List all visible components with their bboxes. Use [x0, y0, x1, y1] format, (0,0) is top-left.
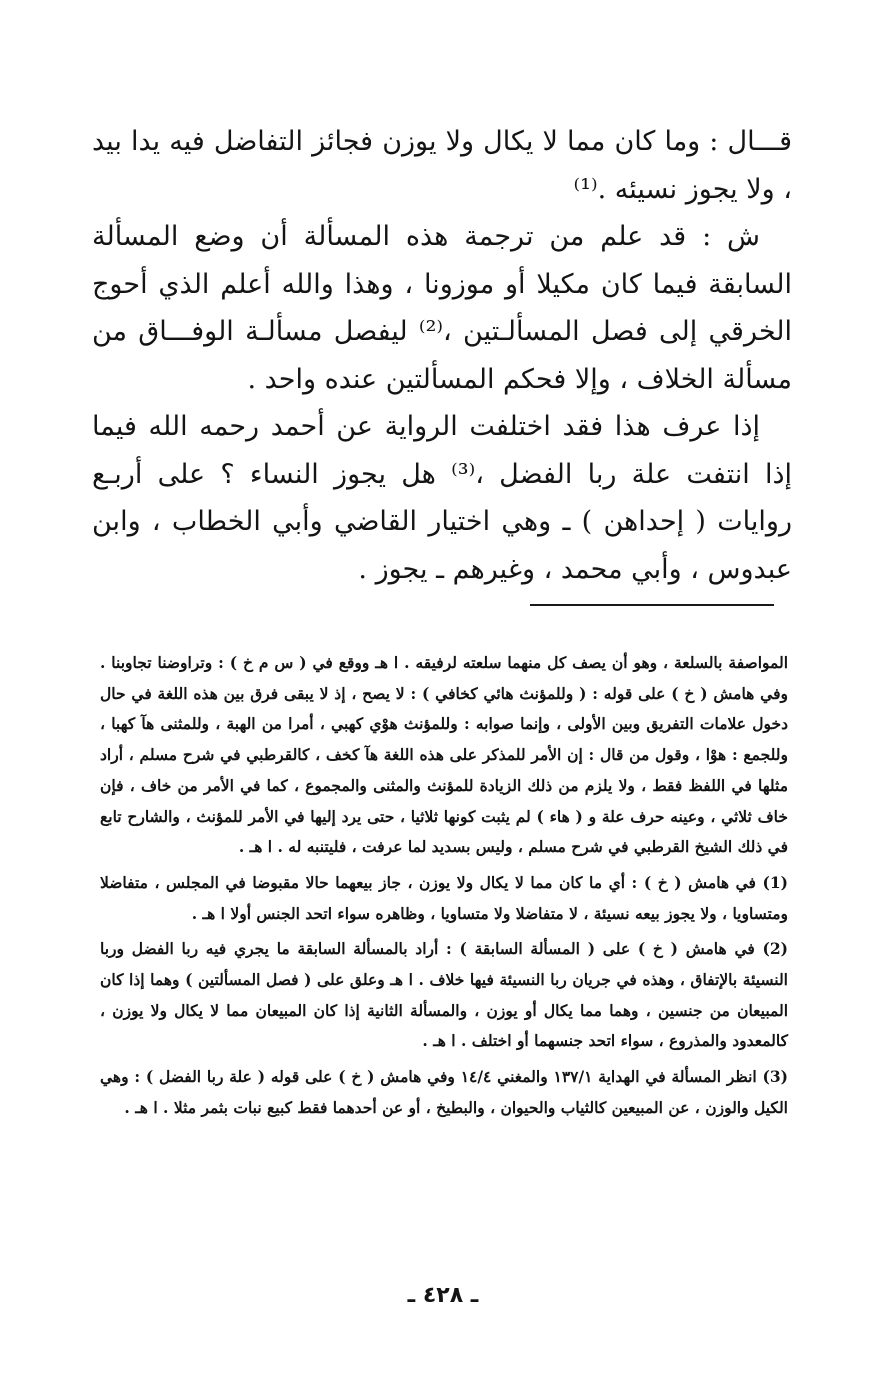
footnote-continuation: المواصفة بالسلعة ، وهو أن يصف كل منهما سلعته لرفيقه . ا هـ ووقع في ( س م خ ) : وتراوضنا تجاوبنا . وفي هامش ( خ ) على قوله : ( وللمؤنث هائي كخافي ) : لا يصح ، إذ لا يبقى فرق بين هذه اللغة في حال دخول علامات التفريق وبين الأولى ، وإنما صوابه : وللمؤنث هوْي كهبي ، أمرا من الهبة ، وللمثنى هآ كهبا ، وللجمع : هوْا ، وقول من قال : إن الأمر للمذكر على هذه اللغة هآ كخف ، كالقرطبي في شرح مسلم ، أراد مثلها في اللفظ فقط ، ولا يلزم من ذلك الزيادة للمؤنث والمثنى والمجموع ، كما في الأمر من خاف ، فإن خاف ثلاثي ، وعينه حرف علة و ( هاء ) لم يثبت كونها ثلاثيا ، حتى يرد إليها في الأمر للمؤنث ، والشارح تابع في ذلك الشيخ القرطبي في شرح مسلم ، وليس بسديد لما عرفت ، فليتنبه له . ا هـ .	[100, 653, 788, 857]
footnote-3: (3) انظر المسألة في الهداية ١٣٧/١ والمغني ١٤/٤ وفي هامش ( خ ) على قوله ( علة ربا الفضل ) : وهي الكيل والوزن ، عن المبيعين كالثياب والحيوان ، والبطيخ ، أو عن أحدهما فقط كبيع نبات بثمر مثلا . ا هـ .	[100, 1067, 789, 1117]
footnotes	[100, 648, 788, 1129]
footnote-2: (2) في هامش ( خ ) على ( المسألة السابقة ) : أراد بالمسألة السابقة ما يجري فيه ربا الفضل وربا النسيئة بالإتفاق ، وهذه في جريان ربا النسيئة فيها خلاف . ا هـ وعلق على ( فصل المسألتين ) وهما إذا كان المبيعان من جنسين ، وهما مما يكال أو يوزن ، والمسألة الثانية إذا كان المبيعان مما لا يكال ولا يوزن ، كالمعدود والمذروع ، سواء اتحد جنسهما أو اختلف . ا هـ .	[100, 939, 788, 1051]
main-paragraph: قـــال : وما كان مما لا يكال ولا يوزن فجائز التفاضل فيه يدا بيد ، ولا يجوز نسيئه .⁽¹⁾	[92, 126, 792, 205]
main-text	[92, 118, 792, 593]
main-paragraph: إذا عرف هذا فقد اختلفت الرواية عن أحمد رحمه الله فيما إذا انتفت علة ربا الفضل ،⁽³⁾ هل يجوز النساء ؟ على أربـع روايات ( إحداهن ) ـ وهي اختيار القاضي وأبي الخطاب ، وابن عبدوس ، وأبي محمد ، وغيرهم ـ يجوز .	[92, 411, 792, 585]
page-number: ـ ٤٢٨ ـ	[407, 1283, 479, 1308]
footnote-divider	[530, 604, 774, 606]
footnote-1: (1) في هامش ( خ ) : أي ما كان مما لا يكال ولا يوزن ، جاز بيعهما حالا مقبوضا في المجلس ، متفاضلا ومتساويا ، ولا يجوز بيعه نسيئة ، لا متفاضلا ولا متساويا ، وظاهره سواء اتحد الجنس أولا ا هـ .	[100, 872, 788, 923]
main-paragraph: ش : قد علم من ترجمة هذه المسألة أن وضع المسألة السابقة فيما كان مكيلا أو موزونا ، وهذا والله أعلم الذي أحوج الخرقي إلى فصل المسألـتين ،⁽²⁾ ليفصل مسألـة الوفـــاق من مسألة الخلاف ، وإلا فحكم المسألتين عنده واحد .	[92, 221, 793, 395]
